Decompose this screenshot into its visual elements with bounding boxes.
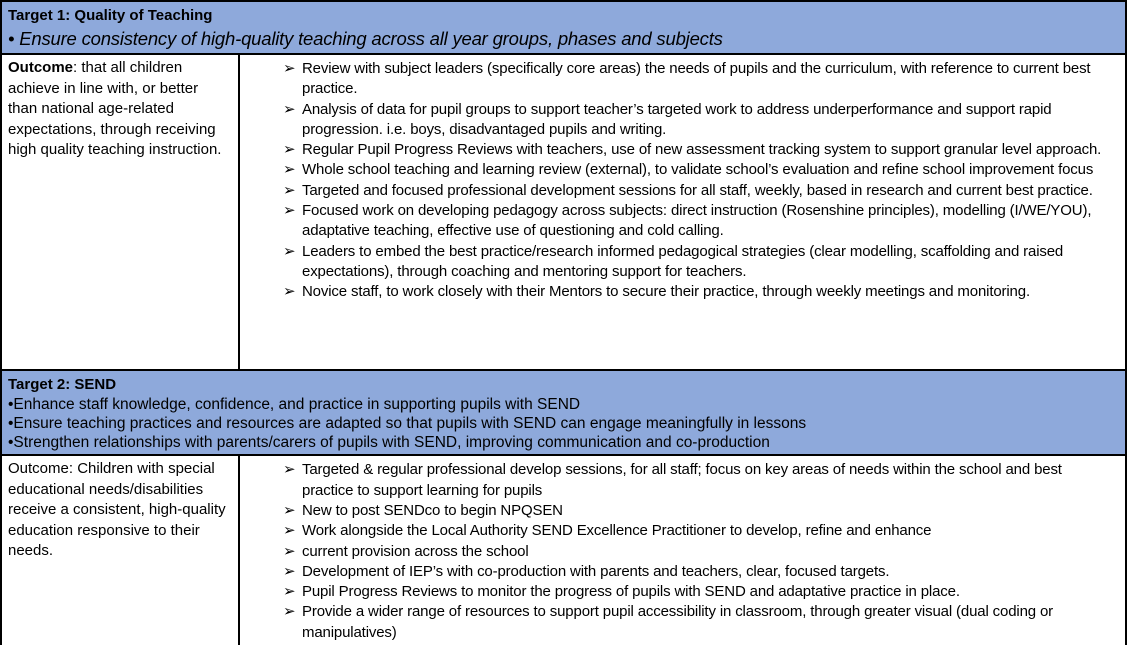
arrow-bullet-icon: ➢ [283, 202, 296, 220]
section-subtitle: • Ensure consistency of high-quality teaching across all year groups, phases and subjects [8, 28, 723, 49]
section-title-target-2: Target 2: SEND [8, 376, 117, 394]
outcome-cell-target-1 [2, 55, 240, 369]
action-text: Targeted and focused professional development sessions for all staff, weekly, based in research and current best practice. [302, 181, 1093, 199]
action-item [240, 460, 1117, 501]
arrow-bullet-icon: ➢ [283, 161, 296, 179]
arrow-bullet-icon: ➢ [283, 522, 296, 540]
action-item [240, 562, 1117, 582]
section-subtitles-target-1 [8, 26, 1117, 51]
action-text: Whole school teaching and learning review (external), to validate school’s evaluation and refine school improvement focus [302, 161, 1094, 179]
actions-cell-target-1 [240, 55, 1125, 369]
outcome-text: : that all children achieve in line with, or better than national age-related expectations, through receiving high quality teaching instruction. [8, 59, 222, 158]
action-item [240, 181, 1117, 201]
arrow-bullet-icon: ➢ [283, 181, 296, 199]
action-text: current provision across the school [302, 542, 529, 560]
action-text: New to post SENDco to begin NPQSEN [302, 501, 563, 519]
arrow-bullet-icon: ➢ [283, 562, 296, 580]
action-item [240, 501, 1117, 521]
content-row-target-2 [2, 456, 1125, 645]
arrow-bullet-icon: ➢ [283, 283, 296, 301]
action-text: Provide a wider range of resources to support pupil accessibility in classroom, through greater visual (dual coding or manipulatives) [302, 603, 1054, 641]
action-text: Targeted & regular professional develop sessions, for all staff; focus on key areas of needs within the school and best practice to support learning for pupils [302, 461, 1062, 499]
action-item [240, 140, 1117, 160]
arrow-bullet-icon: ➢ [283, 583, 296, 601]
action-text: Work alongside the Local Authority SEND Excellence Practitioner to develop, refine and enhance [302, 522, 932, 540]
action-text: Regular Pupil Progress Reviews with teachers, use of new assessment tracking system to support granular level approach. [302, 141, 1102, 159]
section-header-target-1 [2, 2, 1125, 55]
section-subtitles-target-2 [8, 395, 1117, 452]
action-text: Novice staff, to work closely with their Mentors to secure their practice, through weekly meetings and monitoring. [302, 283, 1030, 301]
actions-list-target-2 [240, 460, 1117, 643]
section-subtitle: •Enhance staff knowledge, confidence, and practice in supporting pupils with SEND [8, 396, 581, 414]
arrow-bullet-icon: ➢ [283, 542, 296, 560]
arrow-bullet-icon: ➢ [283, 141, 296, 159]
action-item [240, 242, 1117, 283]
action-text: Review with subject leaders (specifically core areas) the needs of pupils and the curriculum, with reference to current best practice. [302, 60, 1091, 98]
action-text: Development of IEP’s with co-production with parents and teachers, clear, focused targets. [302, 562, 890, 580]
action-text: Analysis of data for pupil groups to support teacher’s targeted work to address underperformance and support rapid progression. i.e. boys, disadvantaged pupils and writing. [302, 100, 1052, 138]
arrow-bullet-icon: ➢ [283, 461, 296, 479]
outcome-label: Outcome [8, 59, 74, 76]
action-item [240, 160, 1117, 180]
actions-cell-target-2 [240, 456, 1125, 645]
action-item [240, 100, 1117, 141]
arrow-bullet-icon: ➢ [283, 242, 296, 260]
actions-list-target-1 [240, 59, 1117, 303]
section-header-target-2 [2, 371, 1125, 456]
action-text: Focused work on developing pedagogy across subjects: direct instruction (Rosenshine principles), modelling (I/WE/YOU), adaptative teaching, effective use of questioning and cold calling. [302, 202, 1092, 240]
action-item [240, 282, 1117, 302]
action-item [240, 582, 1117, 602]
arrow-bullet-icon: ➢ [283, 501, 296, 519]
arrow-bullet-icon: ➢ [283, 100, 296, 118]
outcome-text: Outcome: Children with special educational needs/disabilities receive a consistent, high-quality education responsive to their needs. [8, 460, 226, 560]
action-item [240, 542, 1117, 562]
action-item [240, 59, 1117, 100]
action-item [240, 201, 1117, 242]
section-subtitle: •Strengthen relationships with parents/carers of pupils with SEND, improving communication and co-production [8, 434, 770, 452]
content-row-target-1 [2, 55, 1125, 371]
section-title-target-1: Target 1: Quality of Teaching [8, 7, 213, 24]
outcome-cell-target-2 [2, 456, 240, 645]
arrow-bullet-icon: ➢ [283, 60, 296, 77]
action-item [240, 521, 1117, 541]
section-subtitle: •Ensure teaching practices and resources are adapted so that pupils with SEND can engage meaningfully in lessons [8, 415, 807, 433]
action-text: Pupil Progress Reviews to monitor the progress of pupils with SEND and adaptative practice in place. [302, 583, 960, 601]
arrow-bullet-icon: ➢ [283, 603, 296, 621]
action-text: Leaders to embed the best practice/research informed pedagogical strategies (clear modelling, scaffolding and raised expectations), through coaching and mentoring support for teachers. [302, 242, 1064, 280]
action-item [240, 602, 1117, 643]
